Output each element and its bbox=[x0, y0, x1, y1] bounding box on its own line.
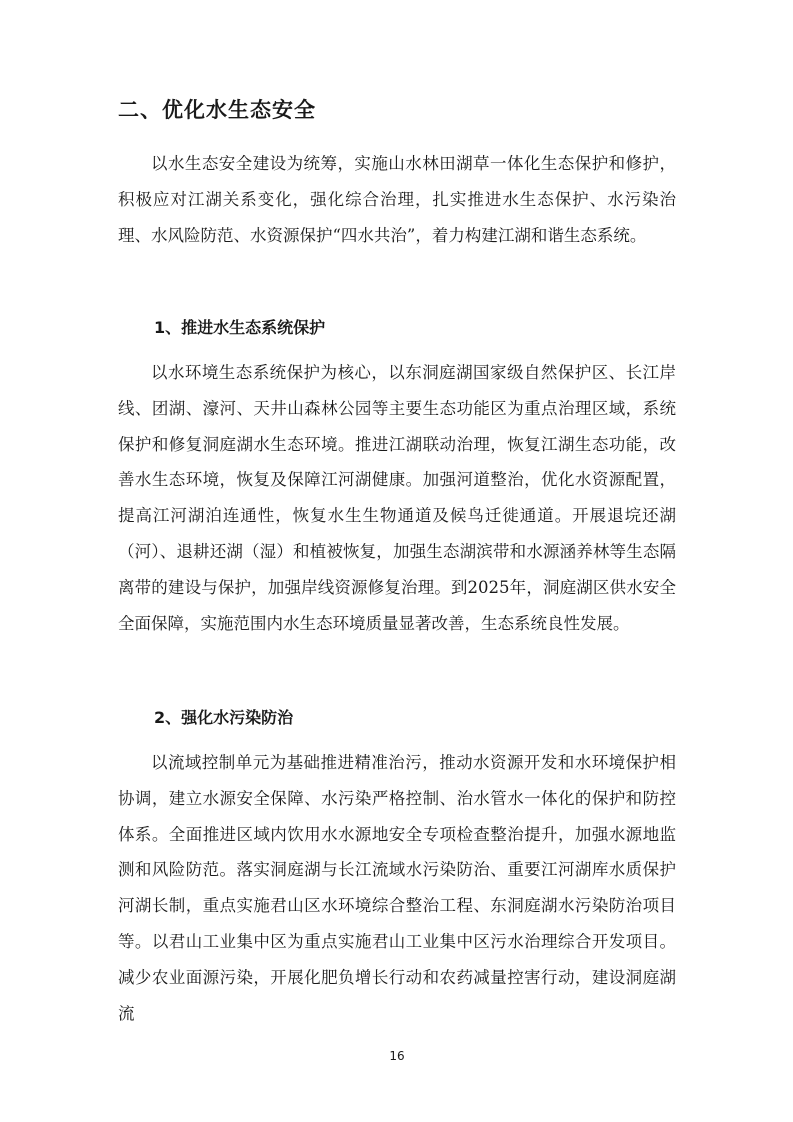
subsection-body-2: 以流域控制单元为基础推进精准治污，推动水资源开发和水环境保护相协调，建立水源安全保障、水污染严格控制、治水管水一体化的保护和防控体系。全面推进区域内饮用水水源地安全专项检查整治提升，加强水源地监测和风险防范。落实洞庭湖与长江流域水污染防治、重要江河湖库水质保护河湖长制，重点实施君山区水环境综合整治工程、东洞庭湖水污染防治项目等。以君山工业集中区为重点实施君山工业集中区污水治理综合开发项目。减少农业面源污染，开展化肥负增长行动和农药减量控害行动，建设洞庭湖流 bbox=[118, 753, 676, 1023]
page-number: 16 bbox=[389, 1049, 405, 1063]
document-page bbox=[118, 0, 676, 1122]
section-title: 二、优化水生态安全 bbox=[118, 98, 316, 122]
subsection-heading-2: 2、强化水污染防治 bbox=[154, 708, 294, 727]
section-intro-paragraph: 以水生态安全建设为统筹，实施山水林田湖草一体化生态保护和修护，积极应对江湖关系变化，强化综合治理，扎实推进水生态保护、水污染治理、水风险防范、水资源保护“四水共治”，着力构建江湖和谐生态系统。 bbox=[118, 154, 676, 245]
subsection-body-1: 以水环境生态系统保护为核心，以东洞庭湖国家级自然保护区、长江岸线、团湖、濠河、天井山森林公园等主要生态功能区为重点治理区域，系统保护和修复洞庭湖水生态环境。推进江湖联动治理，恢复江湖生态功能，改善水生态环境，恢复及保障江河湖健康。加强河道整治，优化水资源配置，提高江河湖泊连通性，恢复水生生物通道及候鸟迁徙通道。开展退垸还湖（河）、退耕还湖（湿）和植被恢复，加强生态湖滨带和水源涵养林等生态隔离带的建设与保护，加强岸线资源修复治理。到2025年，洞庭湖区供水安全全面保障，实施范围内水生态环境质量显著改善，生态系统良性发展。 bbox=[118, 363, 676, 633]
subsection-heading-1: 1、推进水生态系统保护 bbox=[154, 318, 326, 337]
